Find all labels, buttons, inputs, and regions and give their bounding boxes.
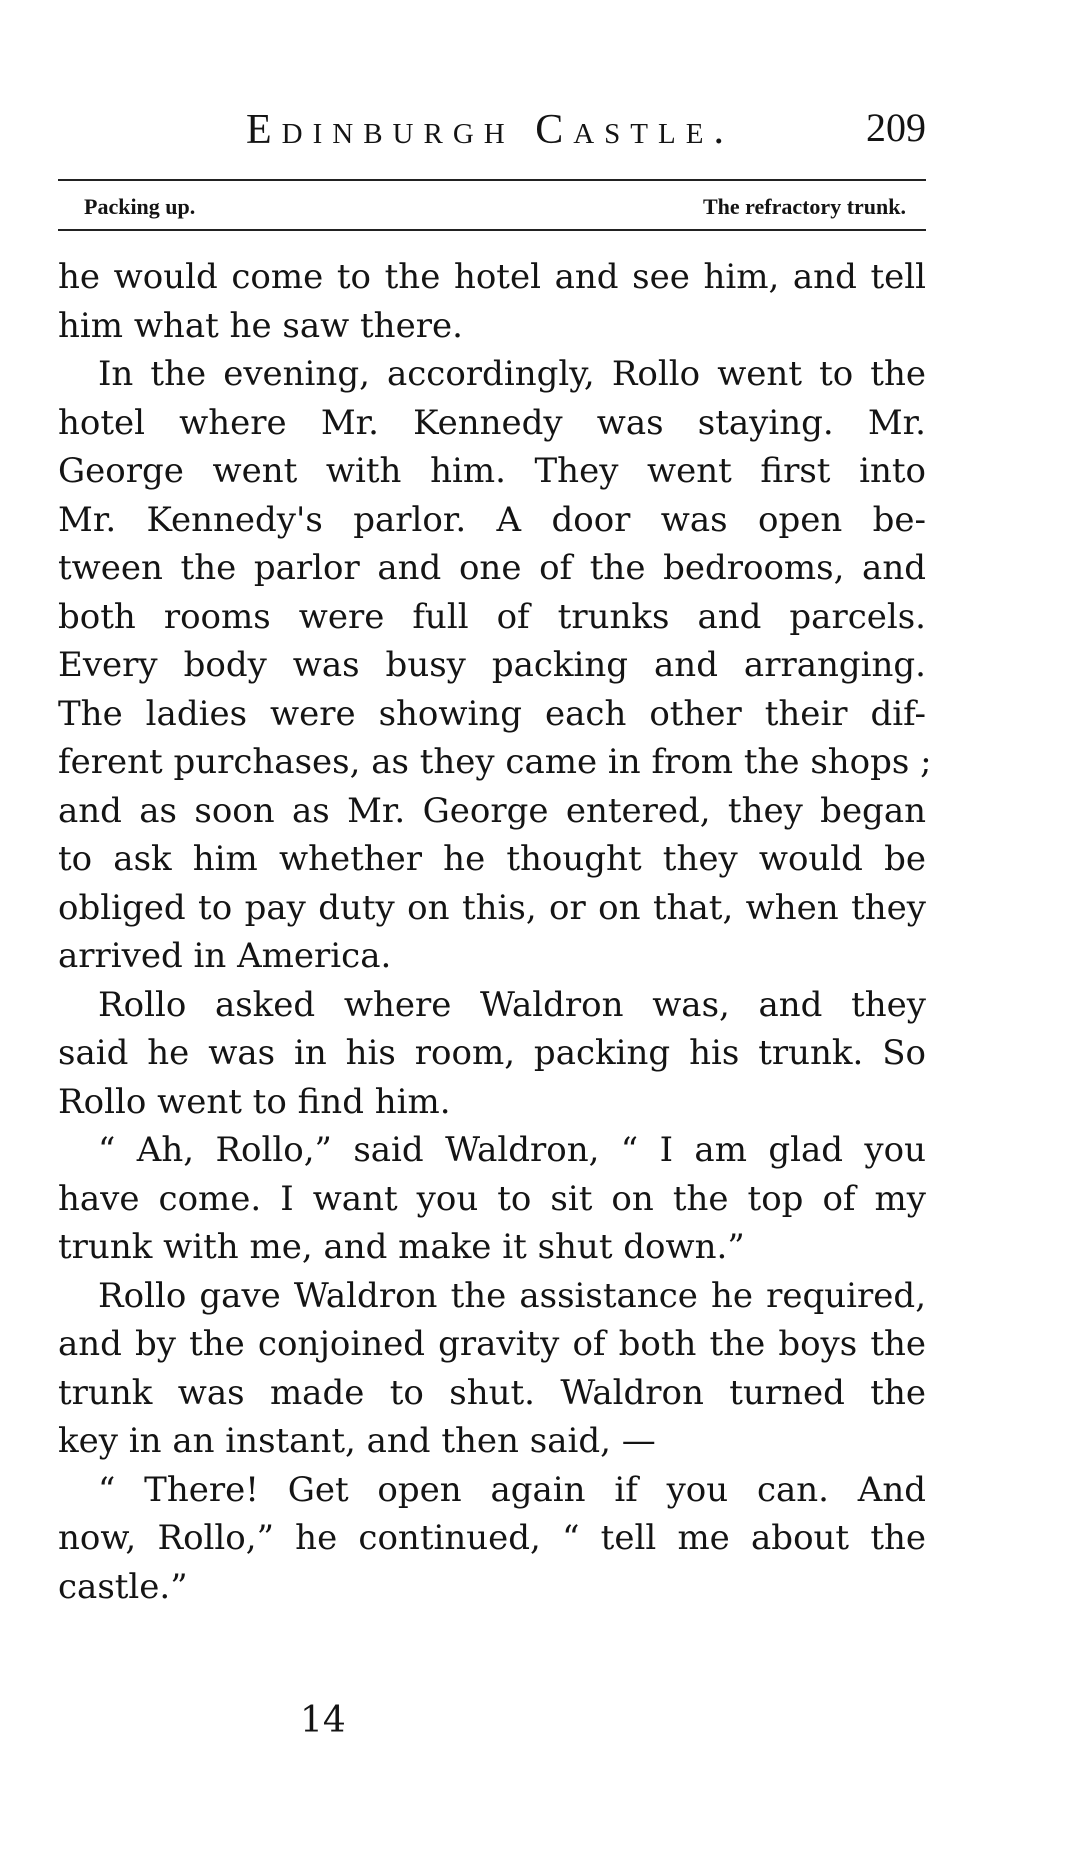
text-line: tween the parlor and one of the bedrooms, and — [58, 548, 926, 588]
text-line: have come. I want you to sit on the top of my — [58, 1178, 926, 1219]
text-line: ferent purchases, as they came in from the shops ; — [58, 742, 932, 782]
body-text — [58, 253, 932, 1611]
text-line: said he was in his room, packing his trunk. So — [58, 1033, 926, 1073]
text-line: Mr. Kennedy's parlor. A door was open be- — [58, 499, 926, 540]
header-rule-bottom — [58, 229, 926, 231]
text-line: him what he saw there. — [58, 305, 463, 346]
side-note-right: The refractory trunk. — [702, 194, 906, 219]
running-head — [58, 100, 926, 160]
running-title: Edinburgh Castle. — [246, 107, 734, 153]
text-line: and as soon as Mr. George entered, they began — [58, 790, 926, 831]
text-line: both rooms were full of trunks and parcels. — [58, 596, 926, 637]
text-line: trunk was made to shut. Waldron turned the — [58, 1372, 926, 1413]
text-line: trunk with me, and make it shut down.” — [58, 1227, 745, 1267]
text-line: “ There! Get open again if you can. And — [98, 1469, 926, 1510]
text-line: hotel where Mr. Kennedy was staying. Mr. — [58, 402, 926, 443]
text-line: he would come to the hotel and see him, and tell — [58, 257, 926, 297]
signature-mark: 14 — [300, 1700, 346, 1741]
text-line: obliged to pay duty on this, or on that, when they — [58, 887, 926, 928]
text-line: castle.” — [58, 1566, 188, 1607]
text-line: and by the conjoined gravity of both the boys the — [58, 1324, 926, 1364]
text-line: key in an instant, and then said, — — [58, 1421, 656, 1461]
page-number: 209 — [866, 105, 926, 150]
text-line: “ Ah, Rollo,” said Waldron, “ I am glad you — [98, 1130, 926, 1170]
text-line: George went with him. They went first into — [58, 451, 926, 491]
text-line: The ladies were showing each other their dif- — [58, 693, 926, 734]
text-line: Rollo went to find him. — [58, 1081, 451, 1122]
header-rule-top — [58, 179, 926, 181]
text-line: Every body was busy packing and arranging. — [58, 645, 926, 685]
text-line: arrived in America. — [58, 936, 392, 976]
text-line: now, Rollo,” he continued, “ tell me about the — [58, 1518, 926, 1558]
text-line: to ask him whether he thought they would be — [58, 839, 926, 879]
side-note-left: Packing up. — [84, 194, 196, 219]
side-notes — [84, 190, 906, 226]
text-line: Rollo gave Waldron the assistance he required, — [98, 1275, 926, 1316]
text-line: In the evening, accordingly, Rollo went to the — [98, 354, 926, 394]
text-line: Rollo asked where Waldron was, and they — [98, 984, 926, 1025]
